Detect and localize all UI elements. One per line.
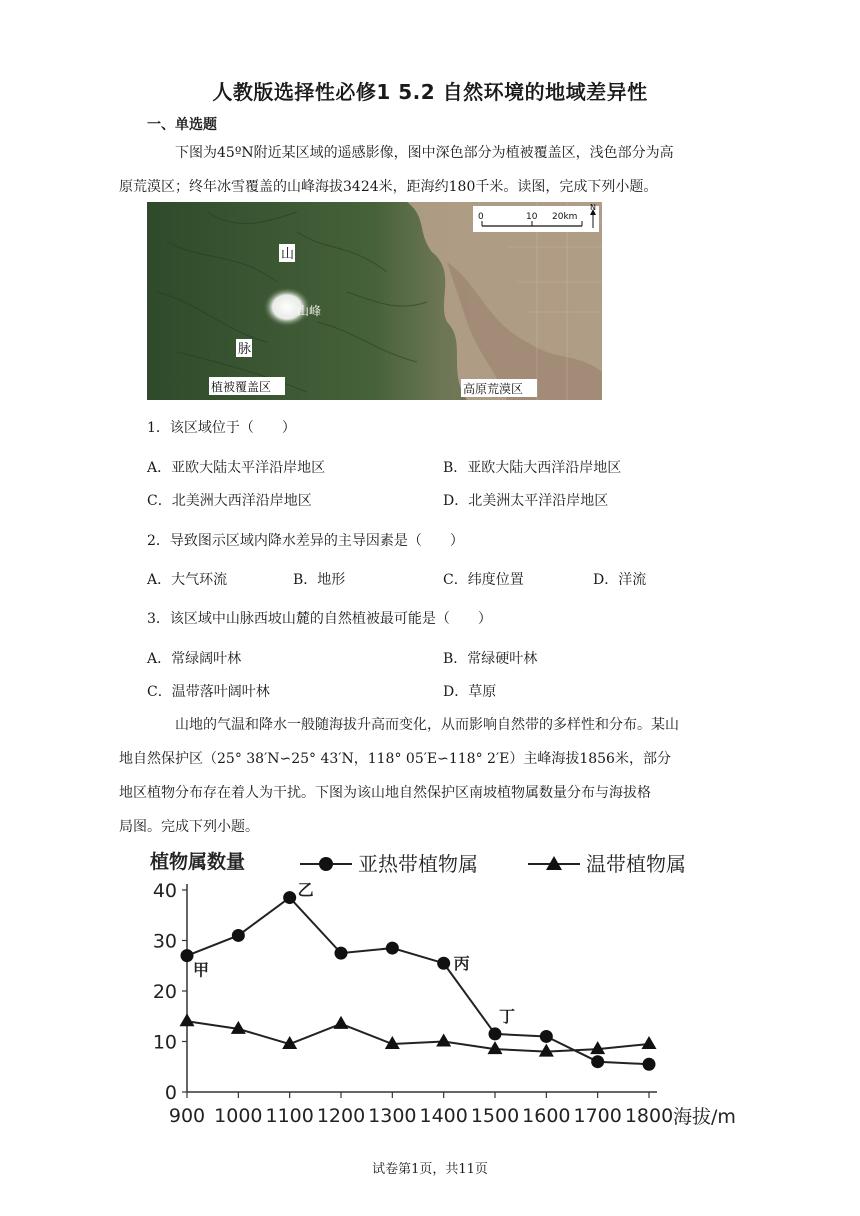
x-tick-label: 900 — [168, 1105, 206, 1127]
q2-option-c[interactable]: C．纬度位置 — [443, 572, 524, 588]
map-label-desert: 高原荒漠区 — [463, 382, 524, 396]
intro1-line2: 原荒漠区；终年冰雪覆盖的山峰海拔3424米，距海约180千米。读图，完成下列小题。 — [119, 179, 658, 195]
data-point-temperate — [436, 1034, 451, 1047]
y-tick-label: 0 — [164, 1082, 177, 1104]
point-annotation: 丙 — [453, 954, 470, 974]
scale-tick-0: 0 — [478, 212, 484, 222]
y-tick-label: 40 — [152, 880, 177, 902]
y-tick-label: 20 — [152, 981, 177, 1003]
elevation-genus-chart — [140, 840, 750, 1140]
data-point-subtropical — [643, 1058, 656, 1071]
data-point-subtropical — [335, 947, 348, 960]
data-point-subtropical — [232, 929, 245, 942]
point-annotation: 丁 — [499, 1006, 516, 1026]
data-point-temperate — [642, 1036, 657, 1049]
intro-paragraph-2 — [119, 708, 717, 844]
satellite-image — [147, 202, 602, 400]
intro2-line3: 地区植物分布存在着人为干扰。下图为该山地自然保护区南坡植物属数量分布与海拔格 — [119, 785, 651, 801]
scale-bar — [473, 203, 599, 232]
q1-option-b[interactable]: B．亚欧大陆大西洋沿岸地区 — [443, 460, 622, 476]
q1-option-d[interactable]: D．北美洲太平洋沿岸地区 — [443, 493, 609, 509]
data-point-subtropical — [540, 1030, 553, 1043]
data-point-temperate — [539, 1044, 554, 1057]
data-point-temperate — [180, 1013, 195, 1026]
data-point-subtropical — [489, 1027, 502, 1040]
x-tick-label: 1000 — [214, 1105, 263, 1127]
intro2-line1: 山地的气温和降水一般随海拔升高而变化，从而影响自然带的多样性和分布。某山 — [175, 717, 679, 733]
x-tick-label: 1800 — [624, 1105, 674, 1127]
legend-marker-subtropical — [319, 857, 333, 871]
x-tick-label: 1300 — [368, 1105, 417, 1127]
map-label-mai: 脉 — [238, 342, 252, 357]
section-heading: 一、单选题 — [147, 117, 217, 133]
y-axis-label: 植物属数量 — [150, 851, 246, 873]
intro2-line2: 地自然保护区（25° 38′N∽25° 43′N，118° 05′E∽118° 2′E）主峰海拔1856米，部分 — [119, 751, 671, 767]
x-axis-label: 海拔/m — [673, 1106, 736, 1128]
scale-tick-10: 10 — [526, 212, 538, 222]
data-point-subtropical — [386, 942, 399, 955]
q3-option-b[interactable]: B．常绿硬叶林 — [443, 651, 538, 667]
page-title: 人教版选择性必修1 5.2 自然环境的地域差异性 — [212, 80, 648, 104]
data-point-subtropical — [591, 1055, 604, 1068]
series-line-temperate — [187, 1021, 649, 1051]
q1-option-a[interactable]: A．亚欧大陆太平洋沿岸地区 — [147, 460, 326, 476]
x-tick-label: 1100 — [265, 1105, 314, 1127]
map-label-vegetation: 植被覆盖区 — [211, 380, 272, 394]
point-annotation: 甲 — [193, 960, 210, 980]
y-tick-label: 30 — [152, 930, 177, 953]
legend-label-temperate: 温带植物属 — [586, 852, 686, 876]
x-tick-label: 1200 — [316, 1105, 366, 1127]
page-footer: 试卷第1页，共11页 — [372, 1162, 488, 1177]
q3-option-c[interactable]: C．温带落叶阔叶林 — [147, 684, 270, 700]
q3-option-a[interactable]: A．常绿阔叶林 — [147, 651, 242, 667]
data-point-subtropical — [283, 891, 296, 904]
question-2: 2．导致图示区域内降水差异的主导因素是（ ） — [147, 533, 464, 549]
q3-option-d[interactable]: D．草原 — [443, 684, 497, 700]
data-point-temperate — [334, 1016, 349, 1029]
intro-paragraph-1 — [119, 136, 717, 204]
x-tick-label: 1600 — [522, 1105, 571, 1127]
y-tick-label: 10 — [152, 1031, 177, 1054]
map-label-peak: 山峰 — [297, 304, 322, 318]
scale-tick-20km: 20km — [552, 212, 578, 222]
q1-option-c[interactable]: C．北美洲大西洋沿岸地区 — [147, 493, 312, 509]
question-3: 3．该区域中山脉西坡山麓的自然植被最可能是（ ） — [147, 611, 492, 627]
x-tick-label: 1700 — [573, 1105, 622, 1127]
q2-option-a[interactable]: A．大气环流 — [147, 572, 228, 588]
x-tick-label: 1400 — [419, 1105, 468, 1127]
question-1: 1．该区域位于（ ） — [147, 420, 296, 436]
north-label: N — [590, 203, 596, 212]
map-label-shan: 山 — [281, 247, 295, 262]
intro1-line1: 下图为45ºN附近某区域的遥感影像，图中深色部分为植被覆盖区，浅色部分为高 — [175, 145, 674, 161]
x-tick-label: 1500 — [470, 1105, 520, 1127]
intro2-line4: 局图。完成下列小题。 — [119, 819, 259, 835]
point-annotation: 乙 — [297, 880, 314, 900]
q2-option-b[interactable]: B．地形 — [293, 572, 346, 588]
series-line-subtropical — [187, 898, 649, 1065]
legend-label-subtropical: 亚热带植物属 — [358, 852, 478, 876]
data-point-subtropical — [181, 949, 194, 962]
data-point-subtropical — [437, 957, 450, 970]
q2-option-d[interactable]: D．洋流 — [593, 572, 647, 588]
